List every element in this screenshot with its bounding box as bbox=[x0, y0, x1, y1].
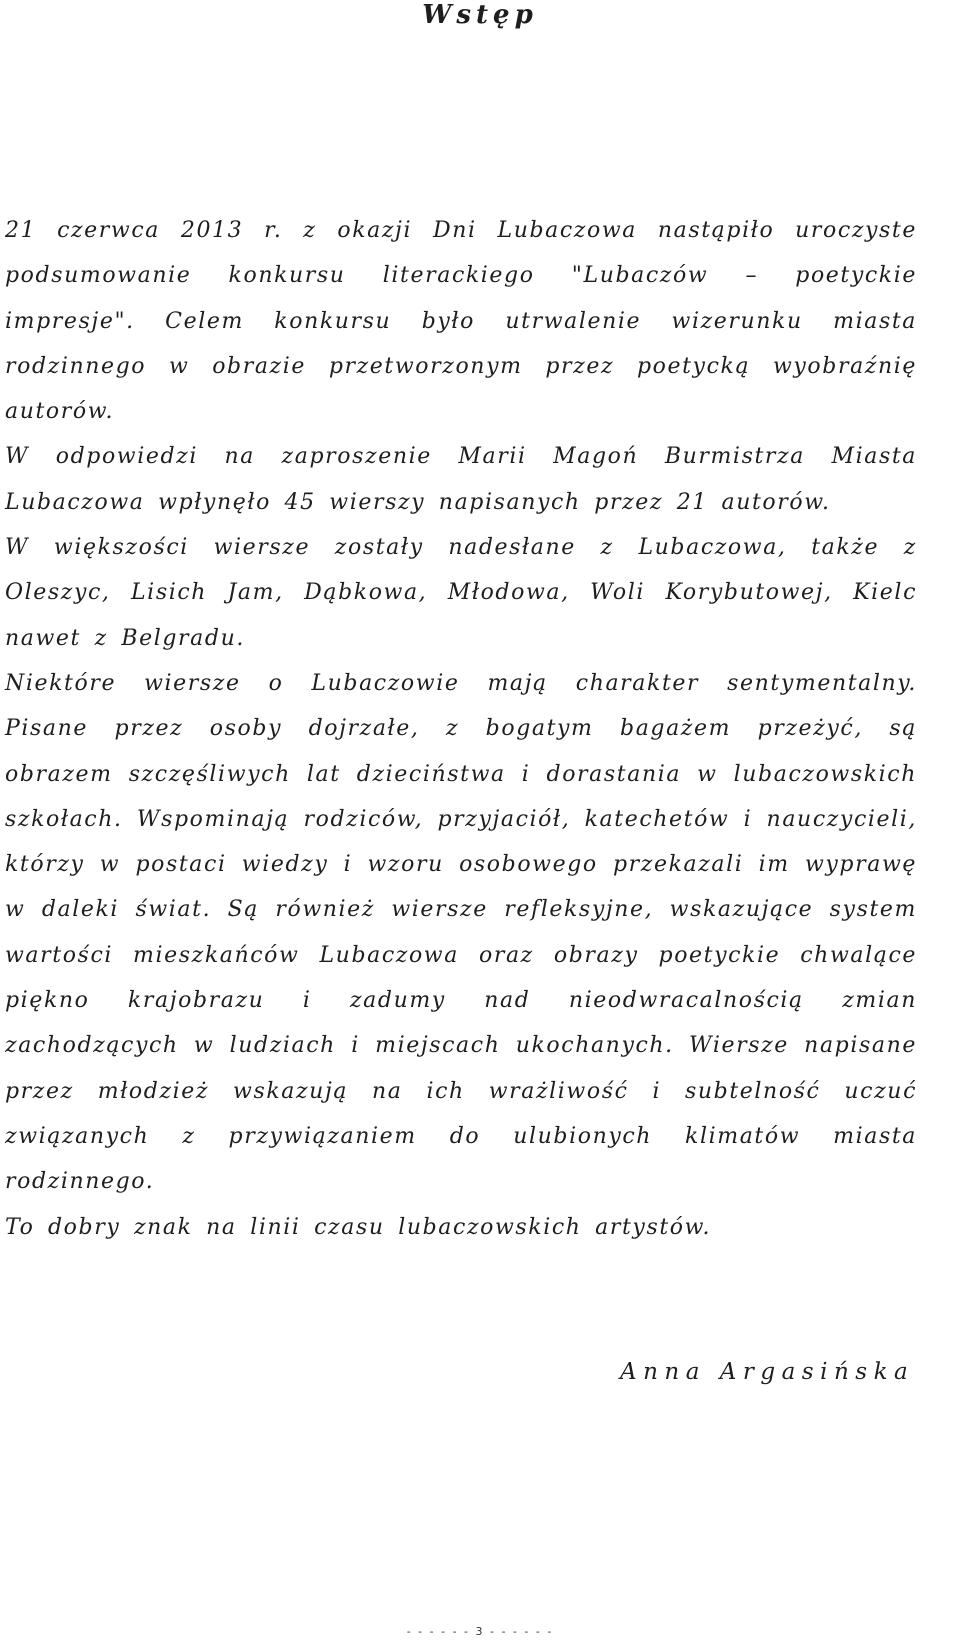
author-signature: Anna Argasińska bbox=[620, 1359, 915, 1385]
paragraph-5: To dobry znak na linii czasu lubaczowskich artystów. bbox=[5, 1214, 712, 1240]
page-number: - - - - - - 3 - - - - - - bbox=[406, 1625, 554, 1638]
paragraph-2: W odpowiedzi na zaproszenie Marii Magoń Burmistrza Miasta Lubaczowa wpłynęło 45 wierszy napisanych przez 21 autorów. bbox=[5, 444, 917, 515]
paragraph-3: W większości wiersze zostały nadesłane z Lubaczowa, także z Oleszyc, Lisich Jam, Dąbkowa, Młodowa, Woli Korybutowej, Kielc nawet z Belgradu. bbox=[5, 535, 917, 651]
page-title: Wstęp bbox=[422, 0, 538, 30]
paragraph-4: Niektóre wiersze o Lubaczowie mają charakter sentymentalny. Pisane przez osoby dojrzałe, z bogatym bagażem przeżyć, są obrazem szczęśliwych lat dzieciństwa i dorastania w lubaczowskich szkołach. Wspominają rodziców, przyjaciół, katechetów i nauczycieli, którzy w postaci wiedzy i wzoru osobowego przekazali im wyprawę w daleki świat. Są również wiersze refleksyjne, wskazujące system wartości mieszkańców Lubaczowa oraz obrazy poetyckie chwalące piękno krajobrazu i zadumy nad nieodwracalnością zmian zachodzących w ludziach i miejscach ukochanych. Wiersze napisane przez młodzież wskazują na ich wrażliwość i subtelność uczuć związanych z przywiązaniem do ulubionych klimatów miasta rodzinnego. bbox=[5, 670, 917, 1195]
paragraph-1: 21 czerwca 2013 r. z okazji Dni Lubaczowa nastąpiło uroczyste podsumowanie konkursu literackiego "Lubaczów – poetyckie impresje". Celem konkursu było utrwalenie wizerunku miasta rodzinnego w obrazie przetworzonym przez poetycką wyobraźnię autorów. bbox=[5, 218, 917, 425]
body-text bbox=[5, 208, 917, 1250]
